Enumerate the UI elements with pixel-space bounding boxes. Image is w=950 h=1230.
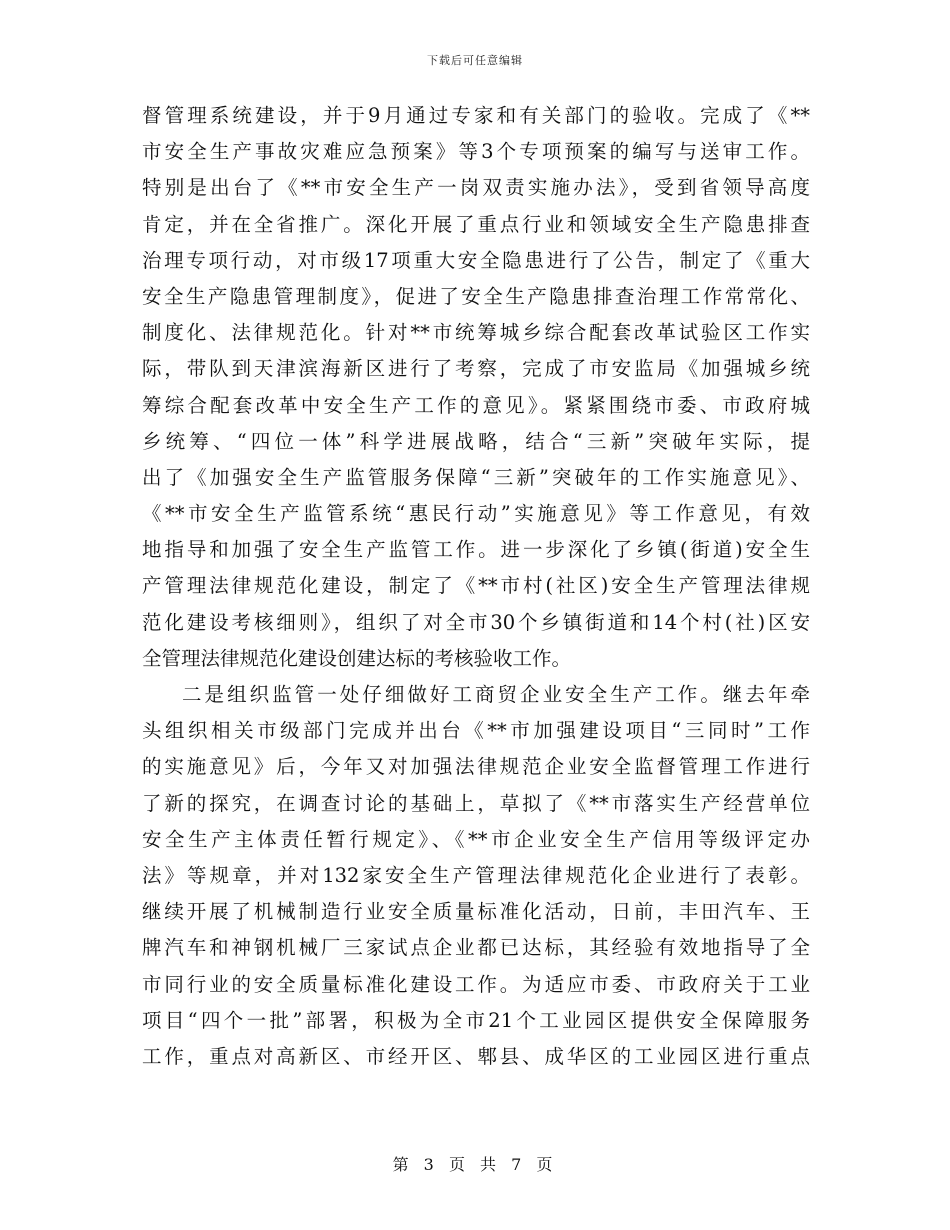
text-line: 牌汽车和神钢机械厂三家试点企业都已达标，其经验有效地指导了全	[142, 936, 810, 960]
text-line: 筹综合配套改革中安全生产工作的意见》。紧紧围绕市委、市政府城	[142, 393, 810, 417]
text-line: 地指导和加强了安全生产监管工作。进一步深化了乡镇(街道)安全生	[142, 538, 810, 562]
text-line: 二是组织监管一处仔细做好工商贸企业安全生产工作。继去年牵	[182, 683, 810, 706]
text-line: 《**市安全生产监管系统“惠民行动”实施意见》等工作意见，有效	[142, 502, 810, 526]
text-line: 特别是出台了《**市安全生产一岗双责实施办法》，受到省领导高度	[142, 176, 810, 200]
text-line: 肯定，并在全省推广。深化开展了重点行业和领域安全生产隐患排查	[142, 212, 810, 236]
text-line: 市同行业的安全质量标准化建设工作。为适应市委、市政府关于工业	[142, 972, 810, 996]
text-line: 的实施意见》后，今年又对加强法律规范企业安全监督管理工作进行	[142, 755, 810, 779]
document-body	[142, 98, 810, 1075]
text-line: 继续开展了机械制造行业安全质量标准化活动，日前，丰田汽车、王	[142, 900, 810, 924]
text-line: 市安全生产事故灾难应急预案》等3个专项预案的编写与送审工作。	[142, 140, 810, 164]
text-line: 头组织相关市级部门完成并出台《**市加强建设项目“三同时”工作	[142, 719, 810, 743]
text-line: 督管理系统建设，并于9月通过专家和有关部门的验收。完成了《**	[142, 104, 810, 127]
text-line: 范化建设考核细则》，组织了对全市30个乡镇街道和14个村(社)区安	[142, 610, 810, 634]
text-line: 项目“四个一批”部署，积极为全市21个工业园区提供安全保障服务	[142, 1008, 810, 1032]
text-line: 了新的探究，在调查讨论的基础上，草拟了《**市落实生产经营单位	[142, 791, 810, 815]
text-line: 全管理法律规范化建设创建达标的考核验收工作。	[142, 646, 572, 670]
text-line: 制度化、法律规范化。针对**市统筹城乡综合配套改革试验区工作实	[142, 321, 810, 345]
text-line: 产管理法律规范化建设，制定了《**市村(社区)安全生产管理法律规	[142, 574, 810, 598]
text-line: 治理专项行动，对市级17项重大安全隐患进行了公告，制定了《重大	[142, 248, 810, 272]
text-line: 安全生产主体责任暂行规定》、《**市企业安全生产信用等级评定办	[142, 827, 810, 851]
page-header: 下载后可任意编辑	[427, 54, 523, 67]
text-line: 际，带队到天津滨海新区进行了考察，完成了市安监局《加强城乡统	[142, 357, 810, 381]
text-line: 乡统筹、“四位一体”科学进展战略，结合“三新”突破年实际，提	[142, 429, 810, 453]
text-line: 工作，重点对高新区、市经开区、郫县、成华区的工业园区进行重点	[142, 1044, 810, 1068]
text-line: 法》等规章，并对132家安全生产管理法律规范化企业进行了表彰。	[142, 863, 810, 887]
text-line: 安全生产隐患管理制度》，促进了安全生产隐患排查治理工作常常化、	[142, 284, 810, 308]
text-line: 出了《加强安全生产监管服务保障“三新”突破年的工作实施意见》、	[142, 465, 810, 489]
page-number: 第 3 页 共 7 页	[392, 1155, 558, 1174]
